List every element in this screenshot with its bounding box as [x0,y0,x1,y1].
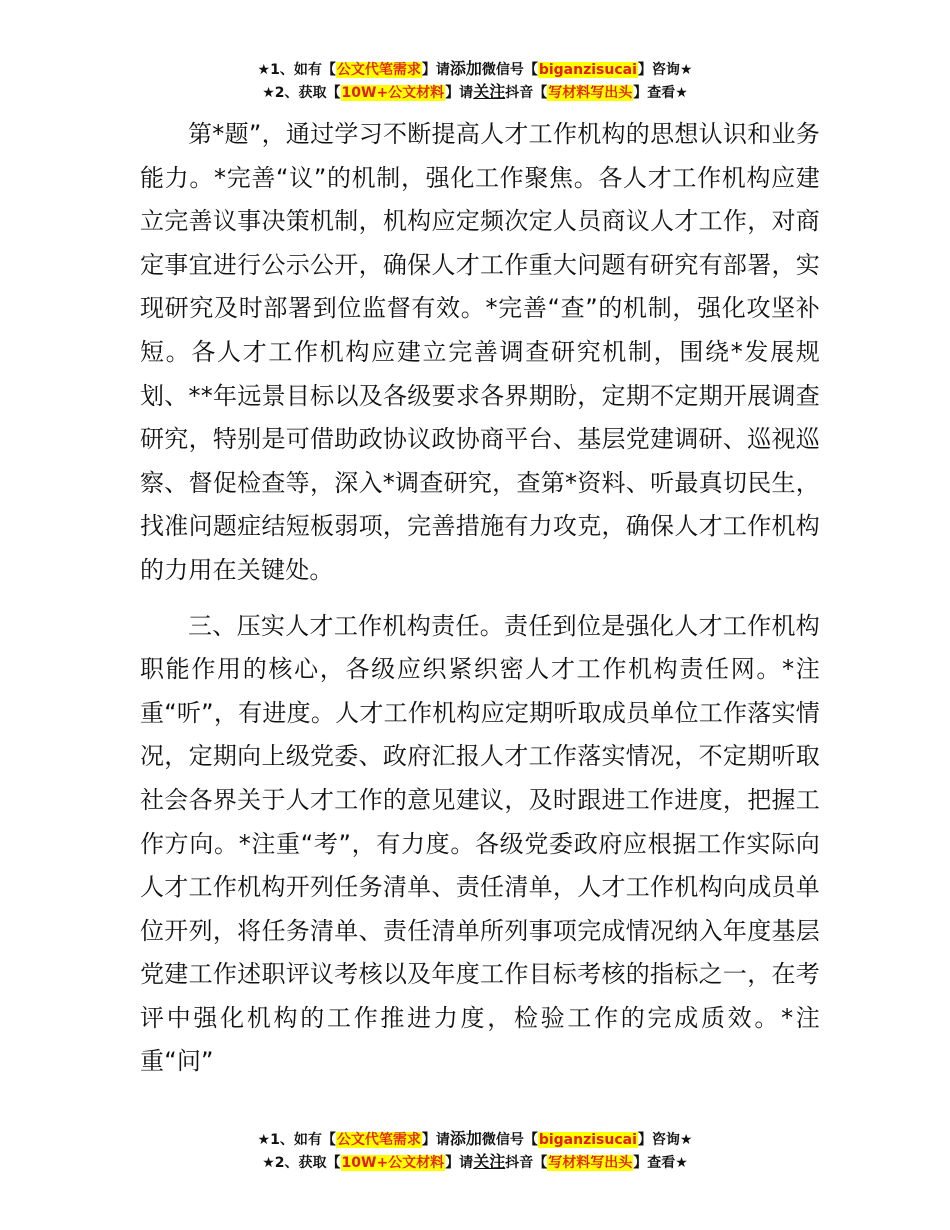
header-banner [0,58,950,104]
paragraph-2: 三、压实人才工作机构责任。责任到位是强化人才工作机构职能作用的核心，各级应织紧织密人才工作机构责任网。*注重“听”，有进度。人才工作机构应定期听取成员单位工作落实情况，定期向上级党委、政府汇报人才工作落实情况，不定期听取社会各界关于人才工作的意见建议，及时跟进工作进度，把握工作方向。*注重“考”，有力度。各级党委政府应根据工作实际向人才工作机构开列任务清单、责任清单，人才工作机构向成员单位开列，将任务清单、责任清单所列事项完成情况纳入年度基层党建工作述职评议考核以及年度工作目标考核的指标之一，在考评中强化机构的工作推进力度，检验工作的完成质效。*注重“问” [140,611,820,1076]
highlight-materials: 10W+公文材料 [341,85,445,101]
footer-banner-line-1: ★1、如有【公文代笔需求】请添加微信号【biganzisucai】咨询★ [257,1129,693,1148]
highlight-service: 公文代笔需求 [336,62,421,78]
paragraph-gap [140,593,820,605]
highlight-service: 公文代笔需求 [336,1132,421,1148]
highlight-douyin-account: 写材料写出头 [548,85,633,101]
highlight-wechat-id: biganzisucai [538,1132,637,1148]
footer-banner [0,1128,950,1174]
highlight-wechat-id: biganzisucai [538,62,637,78]
paragraph-1: 第*题”，通过学习不断提高人才工作机构的思想认识和业务能力。*完善“议”的机制，强化工作聚焦。各人才工作机构应建立完善议事决策机制，机构应定频次定人员商议人才工作，对商定事宜进行公示公开，确保人才工作重大问题有研究有部署，实现研究及时部署到位监督有效。*完善“查”的机制，强化攻坚补短。各人才工作机构应建立完善调查研究机制，围绕*发展规划、**年远景目标以及各级要求各界期盼，定期不定期开展调查研究，特别是可借助政协议政协商平台、基层党建调研、巡视巡察、督促检查等，深入*调查研究，查第*资料、听最真切民生，找准问题症结短板弱项，完善措施有力攻克，确保人才工作机构的力用在关键处。 [140,120,820,584]
header-banner-line-1: ★1、如有【公文代笔需求】请添加微信号【biganzisucai】咨询★ [257,59,693,78]
highlight-douyin-account: 写材料写出头 [548,1155,633,1171]
header-banner-line-2: ★2、获取【10W+公文材料】请关注抖音【写材料写出头】查看★ [262,82,688,101]
footer-banner-line-2: ★2、获取【10W+公文材料】请关注抖音【写材料写出头】查看★ [262,1152,688,1171]
document-body [140,113,820,1084]
highlight-materials: 10W+公文材料 [341,1155,445,1171]
